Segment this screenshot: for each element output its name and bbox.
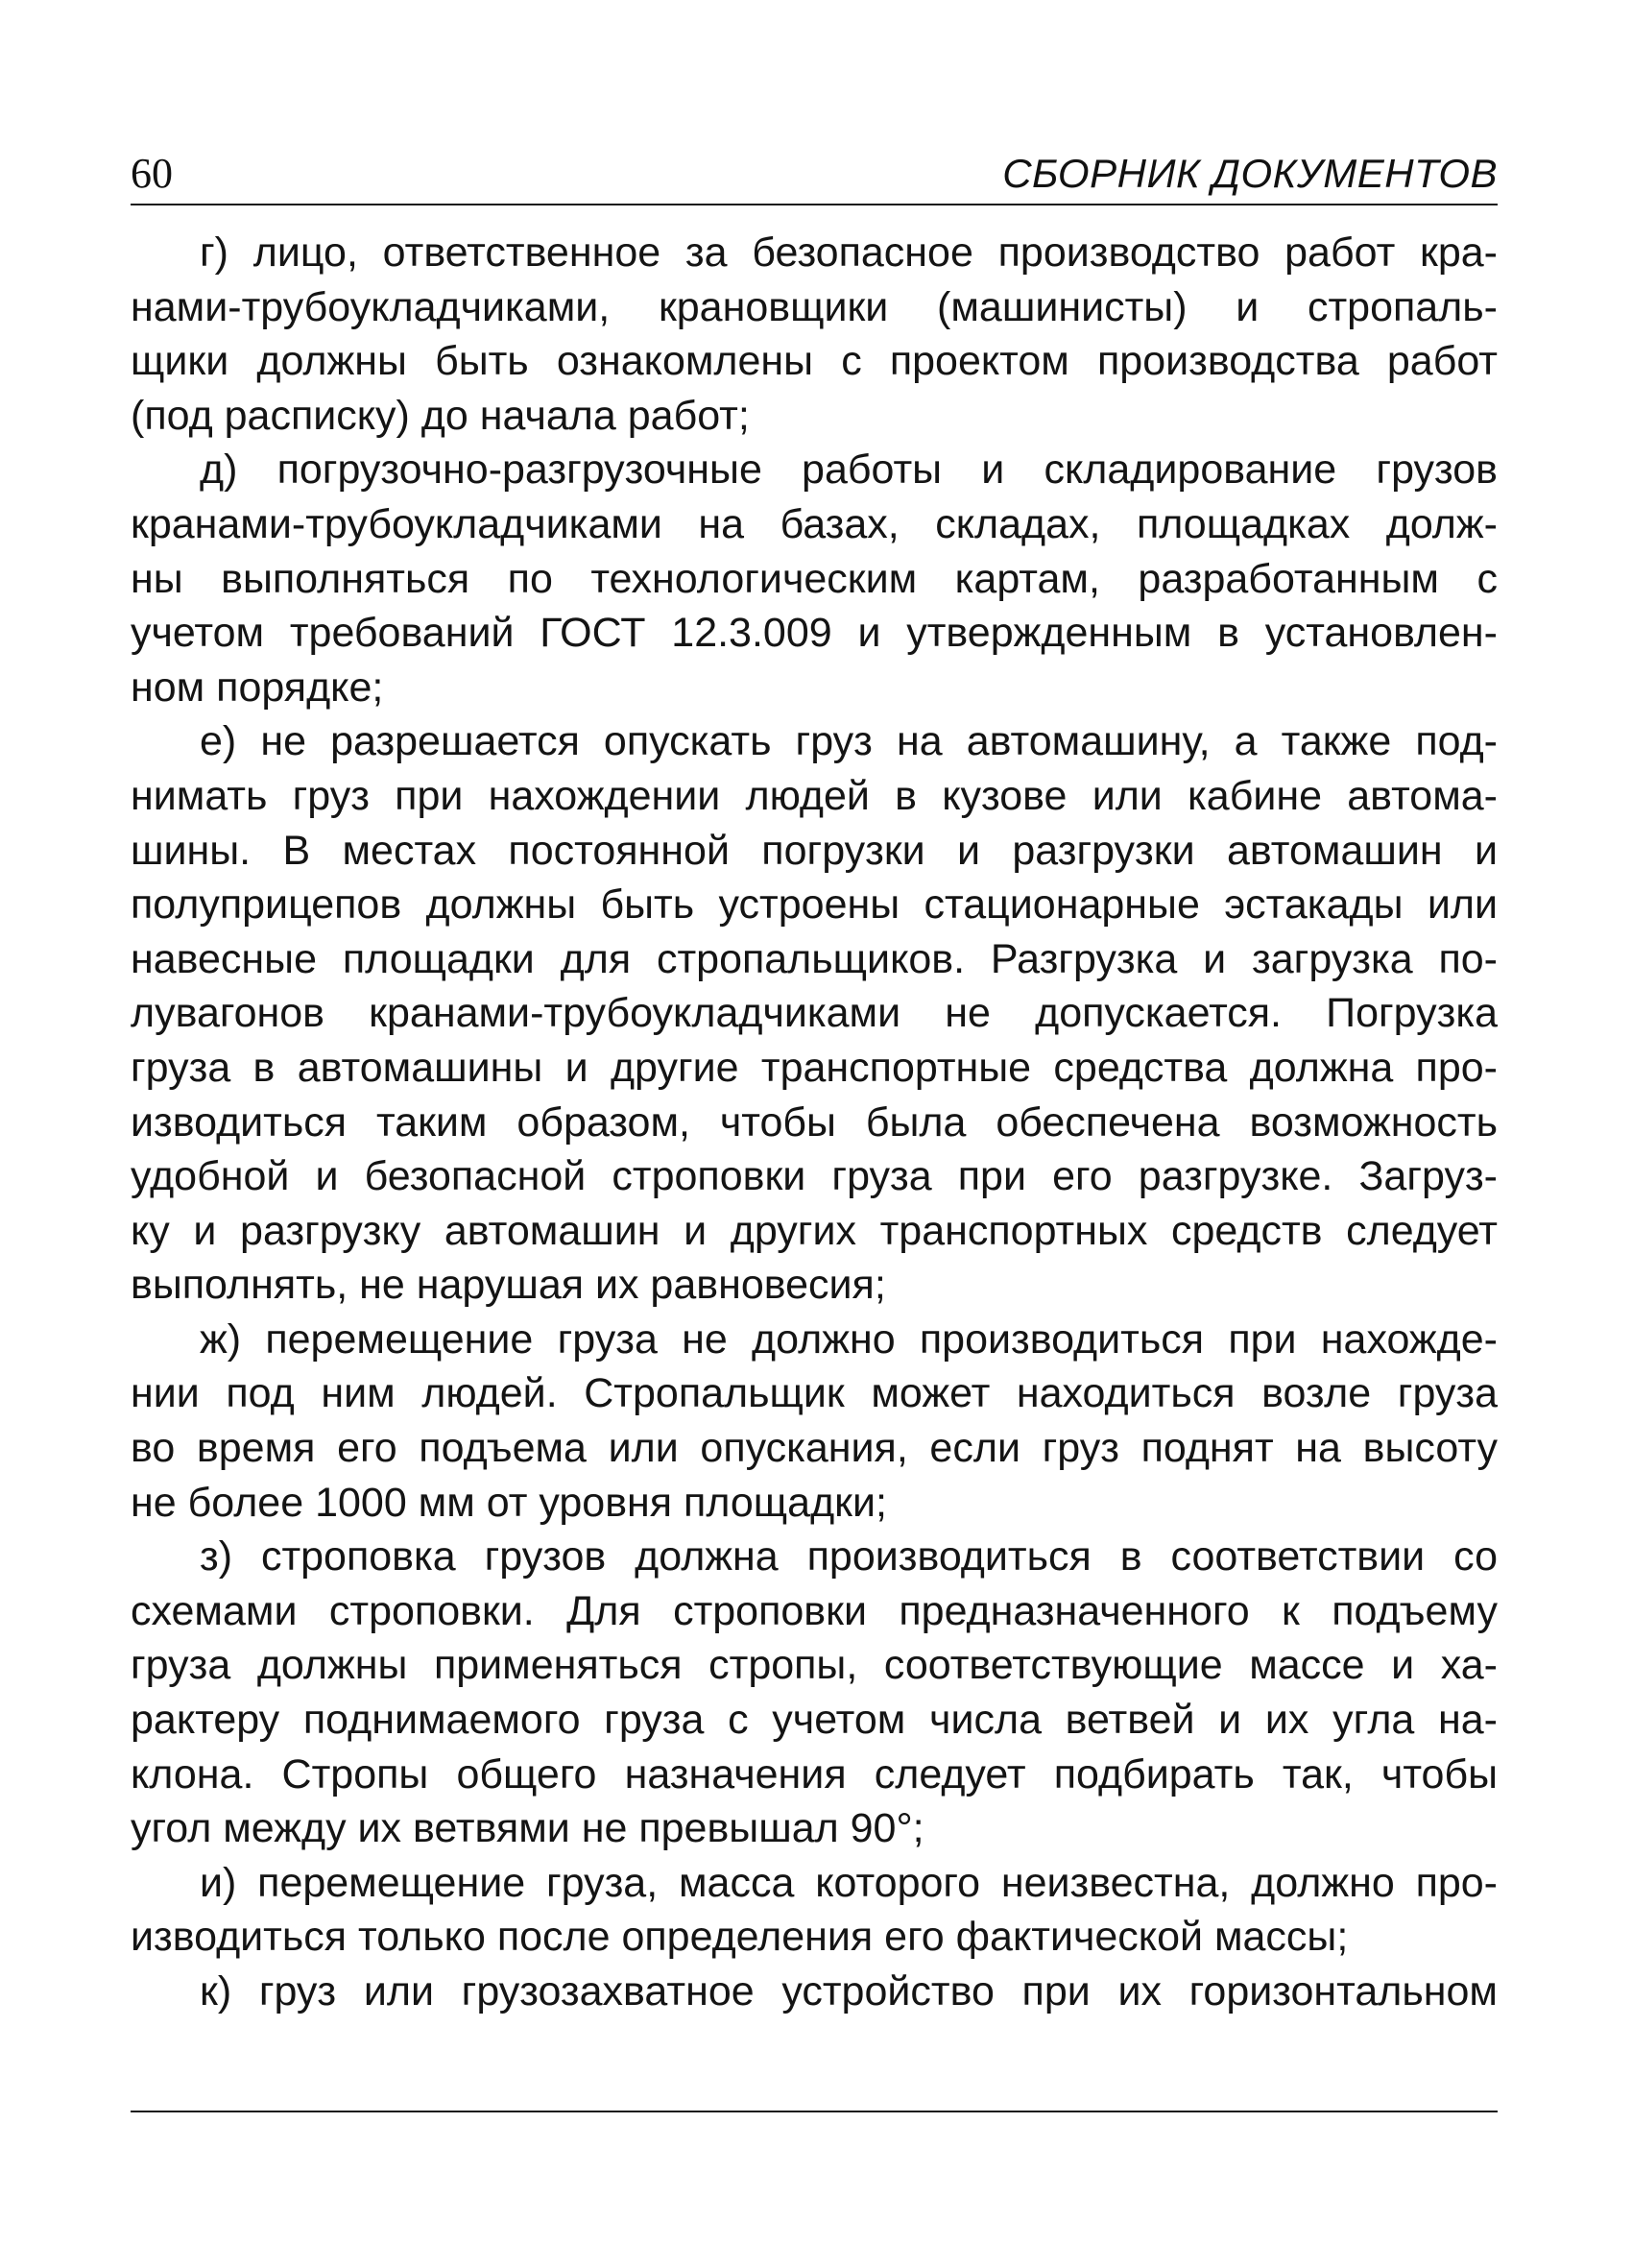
header-rule	[131, 204, 1498, 205]
text-line: полуприцепов должны быть устроены стационарные эстакады или	[131, 881, 1498, 929]
text-line: удобной и безопасной строповки груза при его разгрузке. Загруз-	[131, 1153, 1498, 1200]
body-text	[131, 226, 1498, 2019]
text-line: шины. В местах постоянной погрузки и разгрузки автомашин и	[131, 827, 1498, 874]
text-line: ны выполняться по технологическим картам, разработанным с	[131, 555, 1498, 602]
text-line: навесные площадки для стропальщиков. Разгрузка и загрузка по-	[131, 935, 1498, 982]
text-line: изводиться таким образом, чтобы была обеспечена возможность	[131, 1098, 1498, 1146]
text-line: д) погрузочно-разгрузочные работы и складирование грузов	[200, 446, 1498, 494]
paragraph-i	[131, 1856, 1498, 1965]
text-line: кранами-трубоукладчиками на базах, складах, площадках долж-	[131, 500, 1498, 547]
paragraph-e	[131, 714, 1498, 1313]
paragraph-g	[131, 226, 1498, 443]
text-line: ном порядке;	[131, 664, 384, 711]
text-line: рактеру поднимаемого груза с учетом числа ветвей и их угла на-	[131, 1697, 1498, 1744]
text-line: з) строповка грузов должна производиться в соответствии со	[200, 1533, 1498, 1580]
text-line: учетом требований ГОСТ 12.3.009 и утвержденным в установлен-	[131, 610, 1498, 657]
text-line: нии под ним людей. Стропальщик может находиться возле груза	[131, 1370, 1498, 1417]
text-line: груза должны применяться стропы, соответствующие массе и ха-	[131, 1642, 1498, 1689]
text-line: выполнять, не нарушая их равновесия;	[131, 1262, 886, 1309]
paragraph-k	[131, 1965, 1498, 2019]
text-line: клона. Стропы общего назначения следует подбирать так, чтобы	[131, 1750, 1498, 1798]
text-line: во время его подъема или опускания, если груз поднят на высоту	[131, 1425, 1498, 1472]
text-line: схемами строповки. Для строповки предназначенного к подъему	[131, 1587, 1498, 1634]
footer-rule	[131, 2111, 1498, 2112]
text-line: (под расписку) до начала работ;	[131, 392, 750, 439]
text-line: ж) перемещение груза не должно производиться при нахожде-	[200, 1315, 1498, 1363]
running-title: СБОРНИК ДОКУМЕНТОВ	[1002, 151, 1498, 196]
paragraph-d	[131, 443, 1498, 714]
text-line: г) лицо, ответственное за безопасное производство работ кра-	[200, 229, 1498, 276]
text-line: лувагонов кранами-трубоукладчиками не допускается. Погрузка	[131, 990, 1498, 1037]
text-line: к) груз или грузозахватное устройство при их горизонтальном	[200, 1968, 1498, 2015]
text-line: и) перемещение груза, масса которого неизвестна, должно про-	[200, 1859, 1498, 1906]
text-line: щики должны быть ознакомлены с проектом производства работ	[131, 338, 1498, 385]
text-line: не более 1000 мм от уровня площадки;	[131, 1479, 887, 1526]
paragraph-zh	[131, 1313, 1498, 1530]
text-line: груза в автомашины и другие транспортные средства должна про-	[131, 1044, 1498, 1091]
text-line: ку и разгрузку автомашин и других транспортных средств следует	[131, 1207, 1498, 1254]
text-line: нимать груз при нахождении людей в кузове или кабине автома-	[131, 772, 1498, 819]
text-line: е) не разрешается опускать груз на автомашину, а также под-	[200, 718, 1498, 765]
running-head	[131, 144, 1498, 204]
paragraph-z	[131, 1530, 1498, 1856]
text-line: изводиться только после определения его фактической массы;	[131, 1914, 1349, 1961]
text-line: угол между их ветвями не превышал 90°;	[131, 1805, 924, 1852]
page-number: 60	[131, 150, 173, 197]
text-line: нами-трубоукладчиками, крановщики (машинисты) и стропаль-	[131, 283, 1498, 330]
